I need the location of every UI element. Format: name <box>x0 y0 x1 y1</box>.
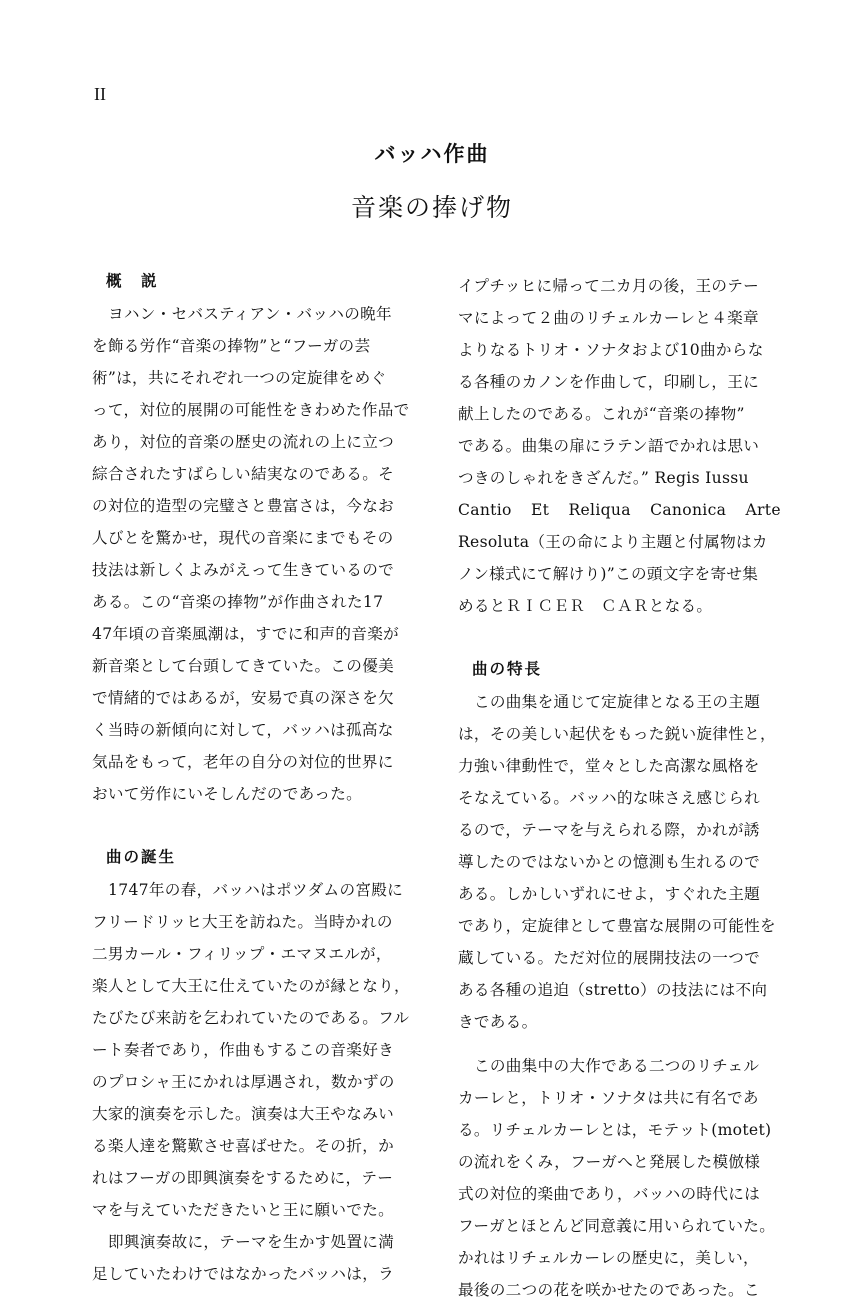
section-heading-origin: 曲の誕生 <box>106 848 177 866</box>
text-line: 導したのではないかとの憶測も生れるので <box>458 853 760 871</box>
text-line: るので，テーマを与えられる際，かれが誘 <box>458 821 760 839</box>
text-line: のプロシャ王にかれは厚遇され，数かずの <box>92 1073 395 1091</box>
text-line: である。曲集の扉にラテン語でかれは思い <box>458 437 760 455</box>
text-line: の対位的造型の完璧さと豊富さは，今なお <box>92 497 394 515</box>
text-line: イプチッヒに帰って二カ月の後，王のテー <box>458 277 760 295</box>
text-line: を飾る労作“音楽の捧物”と“フーガの芸 <box>92 337 371 355</box>
text-line: く当時の新傾向に対して，バッハは孤高な <box>92 721 394 739</box>
text-line: 気品をもって，老年の自分の対位的世界に <box>92 753 394 771</box>
text-line: れはフーガの即興演奏をするために，テー <box>92 1169 394 1187</box>
text-line: 二男カール・フィリップ・エマヌエルが， <box>92 945 392 963</box>
page-number: II <box>94 84 106 104</box>
text-line: カーレと，トリオ・ソナタは共に有名であ <box>458 1089 759 1107</box>
text-line: そなえている。バッハ的な味さえ感じられ <box>458 789 760 807</box>
text-line: フリードリッヒ大王を訪ねた。当時かれの <box>92 913 393 931</box>
text-line: かれはリチェルカーレの歴史に，美しい， <box>458 1249 759 1267</box>
text-line: 即興演奏故に，テーマを生かす処置に満 <box>108 1233 395 1251</box>
text-line: よりなるトリオ・ソナタおよび10曲からな <box>458 341 764 359</box>
text-line: きである。 <box>458 1013 538 1031</box>
text-line: たびたび来訪を乞われていたのである。フル <box>92 1009 410 1027</box>
text-line: おいて労作にいそしんだのであった。 <box>92 785 363 803</box>
text-line: 楽人として大王に仕えていたのが縁となり， <box>92 977 410 995</box>
text-line: Cantio Et Reliqua Canonica Arte <box>458 501 781 519</box>
text-line: Resoluta（王の命により主題と付属物はカ <box>458 533 768 551</box>
text-line: ヨハン・セバスティアン・バッハの晩年 <box>108 305 392 323</box>
text-line: 蔵している。ただ対位的展開技法の一つで <box>458 949 760 967</box>
text-line: 大家的演奏を示した。演奏は大王やなみい <box>92 1105 394 1123</box>
text-line: 献上したのである。これが“音楽の捧物” <box>458 405 745 423</box>
text-line: つきのしゃれをきざんだ。” Regis Iussu <box>458 469 749 487</box>
text-line: ある。この“音楽の捧物”が作曲された17 <box>92 593 384 611</box>
text-line: めるとＲＩＣＥＲ ＣＡＲとなる。 <box>458 597 713 615</box>
text-line: あり，対位的音楽の歴史の流れの上に立つ <box>92 433 394 451</box>
text-line: ある各種の追迫（stretto）の技法には不向 <box>458 981 768 999</box>
overview-text <box>92 298 422 810</box>
text-line: って，対位的展開の可能性をきわめた作品で <box>92 401 410 419</box>
text-line: ノン様式にて解けり)”この頭文字を寄せ集 <box>458 565 759 583</box>
text-line: 人びとを驚かせ，現代の音楽にまでもその <box>92 529 394 547</box>
text-line: 47年頃の音楽風潮は，すでに和声的音楽が <box>92 625 399 643</box>
continuation-text <box>458 270 788 622</box>
text-line: マを与えていただきたいと王に願いでた。 <box>92 1201 394 1219</box>
section-gap <box>92 810 422 846</box>
text-line: 新音楽として台頭してきていた。この優美 <box>92 657 394 675</box>
text-line: であり，定旋律として豊富な展開の可能性を <box>458 917 776 935</box>
text-line: 1747年の春，バッハはポツダムの宮殿に <box>108 881 404 899</box>
text-line: る。リチェルカーレとは，モテット(motet) <box>458 1121 772 1139</box>
text-line: 式の対位的楽曲であり，バッハの時代には <box>458 1185 760 1203</box>
text-line: 力強い律動性で，堂々とした高潔な風格を <box>458 757 760 775</box>
text-line: ート奏者であり，作曲もするこの音楽好き <box>92 1041 394 1059</box>
right-column <box>458 270 788 1306</box>
text-line: 最後の二つの花を咲かせたのであった。こ <box>458 1281 760 1299</box>
main-title: 音楽の捧げ物 <box>350 193 513 222</box>
text-line: 綜合されたすばらしい結実なのである。そ <box>92 465 394 483</box>
text-line: 術”は，共にそれぞれ一つの定旋律をめぐ <box>92 369 387 387</box>
text-line: は，その美しい起伏をもった鋭い旋律性と， <box>458 725 776 743</box>
composer-heading: バッハ作曲 <box>374 142 490 166</box>
section-gap <box>458 622 788 658</box>
text-line: この曲集中の大作である二つのリチェル <box>474 1057 760 1075</box>
text-line: ある。しかしいずれにせよ，すぐれた主題 <box>458 885 760 903</box>
text-line: 技法は新しくよみがえって生きているので <box>92 561 394 579</box>
features-text <box>458 686 788 1306</box>
text-line: る楽人達を驚歎させ喜ばせた。その折，か <box>92 1137 394 1155</box>
text-line: マによって２曲のリチェルカーレと４楽章 <box>458 309 759 327</box>
text-line: この曲集を通じて定旋律となる王の主題 <box>474 693 761 711</box>
section-heading-features: 曲の特長 <box>472 660 543 678</box>
paragraph-gap <box>458 1038 788 1050</box>
text-line: で情緒的ではあるが，安易で真の深さを欠 <box>92 689 394 707</box>
text-line: フーガとほとんど同意義に用いられていた。 <box>458 1217 776 1235</box>
text-line: 足していたわけではなかったバッハは，ラ <box>92 1265 394 1283</box>
text-line: る各種のカノンを作曲して，印刷し，王に <box>458 373 760 391</box>
section-heading-overview: 概 説 <box>106 272 159 290</box>
left-column <box>92 270 422 1290</box>
origin-text <box>92 874 422 1290</box>
text-line: の流れをくみ，フーガへと発展した模倣様 <box>458 1153 761 1171</box>
